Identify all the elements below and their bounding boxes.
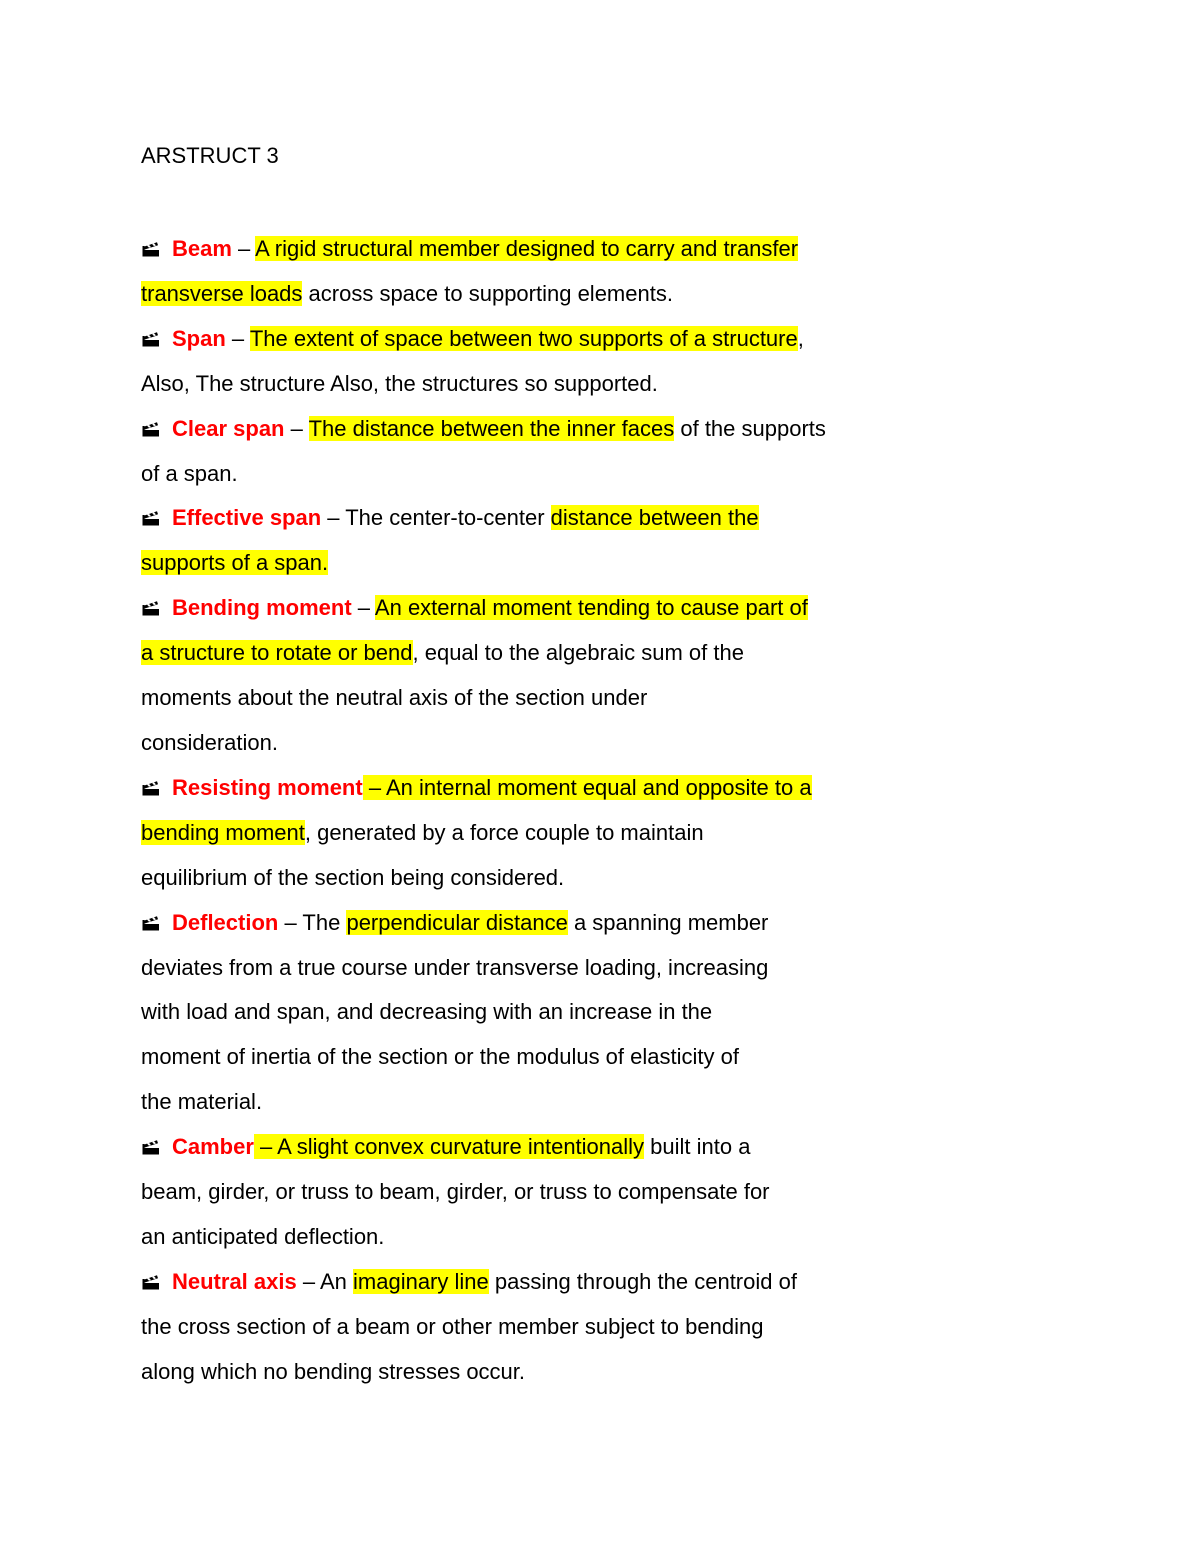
text-line — [141, 586, 901, 631]
body-text: , — [797, 325, 804, 351]
body-text: – The center-to-center — [321, 505, 551, 531]
text-line — [141, 766, 901, 811]
highlighted-text: transverse loads — [141, 280, 303, 306]
body-text: consideration. — [141, 729, 278, 755]
term-label: Camber — [172, 1134, 254, 1160]
body-text: moments about the neutral axis of the section under — [141, 685, 648, 711]
body-text: along which no bending stresses occur. — [141, 1358, 526, 1384]
definition-deflection — [141, 901, 901, 1126]
text-line — [141, 676, 901, 721]
text-line — [141, 1350, 901, 1395]
clapperboard-icon — [141, 1274, 161, 1290]
text-line — [141, 1035, 901, 1080]
text-line — [141, 317, 901, 362]
definition-beam — [141, 227, 901, 317]
highlighted-text: distance between the — [550, 505, 759, 531]
text-line — [141, 1125, 901, 1170]
definition-span — [141, 317, 901, 407]
definition-camber — [141, 1125, 901, 1260]
definition-bending-moment — [141, 586, 901, 766]
highlighted-text: a structure to rotate or bend — [141, 640, 413, 666]
body-text: – — [231, 236, 256, 261]
text-line — [141, 631, 901, 676]
highlighted-text: perpendicular distance — [346, 909, 568, 935]
text-line — [141, 272, 901, 317]
body-text: of the supports — [674, 415, 826, 441]
text-line — [141, 1260, 901, 1305]
definition-resisting-moment — [141, 766, 901, 901]
clapperboard-icon — [141, 331, 161, 347]
body-text: beam, girder, or truss to beam, girder, or truss to compensate for — [141, 1179, 770, 1205]
body-text: equilibrium of the section being considered. — [141, 864, 565, 890]
highlighted-text: A rigid structural member designed to carry and transfer — [255, 236, 799, 261]
highlighted-text: bending moment — [141, 819, 305, 845]
text-line — [141, 1170, 901, 1215]
term-label: Neutral axis — [172, 1268, 297, 1294]
clapperboard-icon — [141, 1139, 161, 1155]
document-title: ARSTRUCT 3 — [141, 143, 279, 168]
body-text: a spanning member — [567, 909, 769, 935]
text-line — [141, 721, 901, 766]
text-line — [141, 227, 901, 272]
body-text: the cross section of a beam or other member subject to bending — [141, 1313, 764, 1339]
body-text: – — [351, 595, 375, 621]
text-line — [141, 1305, 901, 1350]
body-text: an anticipated deflection. — [141, 1223, 385, 1249]
text-line — [141, 811, 901, 856]
clapperboard-icon — [141, 421, 161, 437]
body-text: – — [284, 415, 309, 441]
definition-effective-span — [141, 496, 901, 586]
definition-neutral-axis — [141, 1260, 901, 1395]
text-line — [141, 1080, 901, 1125]
body-text: – — [225, 325, 250, 351]
definition-list — [141, 227, 901, 1395]
term-label: Deflection — [172, 909, 279, 935]
highlighted-text: The distance between the inner faces — [308, 415, 675, 441]
text-line — [141, 1215, 901, 1260]
body-text: deviates from a true course under transverse loading, increasing — [141, 954, 769, 980]
body-text: – An — [296, 1268, 354, 1294]
body-text: – The — [278, 909, 347, 935]
term-label: Clear span — [172, 415, 285, 441]
body-text: of a span. — [141, 460, 238, 486]
term-label: Span — [172, 325, 226, 351]
body-text: , equal to the algebraic sum of the — [412, 640, 744, 666]
body-text: moment of inertia of the section or the modulus of elasticity of — [141, 1044, 739, 1070]
text-line — [141, 541, 901, 586]
body-text: with load and span, and decreasing with an increase in the — [141, 999, 713, 1025]
highlighted-text: An external moment tending to cause part of — [374, 595, 808, 621]
body-text: passing through the centroid of — [488, 1268, 797, 1294]
text-line — [141, 946, 901, 991]
highlighted-text: supports of a span. — [141, 550, 329, 576]
highlighted-text: – An internal moment equal and opposite to a — [362, 774, 812, 800]
clapperboard-icon — [141, 241, 161, 257]
highlighted-text: – A slight convex curvature intentionally — [253, 1134, 645, 1160]
highlighted-text: The extent of space between two supports of a structure — [249, 325, 798, 351]
text-line — [141, 407, 901, 452]
text-line — [141, 362, 901, 407]
term-label: Bending moment — [172, 595, 352, 621]
body-text: across space to supporting elements. — [302, 280, 673, 306]
clapperboard-icon — [141, 915, 161, 931]
text-line — [141, 901, 901, 946]
term-label: Resisting moment — [172, 774, 363, 800]
document-page — [141, 139, 901, 1395]
term-label: Effective span — [172, 505, 322, 531]
body-text: , generated by a force couple to maintain — [304, 819, 704, 845]
clapperboard-icon — [141, 600, 161, 616]
highlighted-text: imaginary line — [353, 1268, 489, 1294]
body-text: Also, The structure Also, the structures so supported. — [141, 370, 658, 396]
body-text: built into a — [644, 1134, 751, 1160]
text-line — [141, 452, 901, 497]
text-line — [141, 496, 901, 541]
clapperboard-icon — [141, 780, 161, 796]
text-line — [141, 856, 901, 901]
definition-clear-span — [141, 407, 901, 497]
clapperboard-icon — [141, 510, 161, 526]
term-label: Beam — [172, 236, 232, 261]
body-text: the material. — [141, 1089, 263, 1115]
text-line — [141, 990, 901, 1035]
